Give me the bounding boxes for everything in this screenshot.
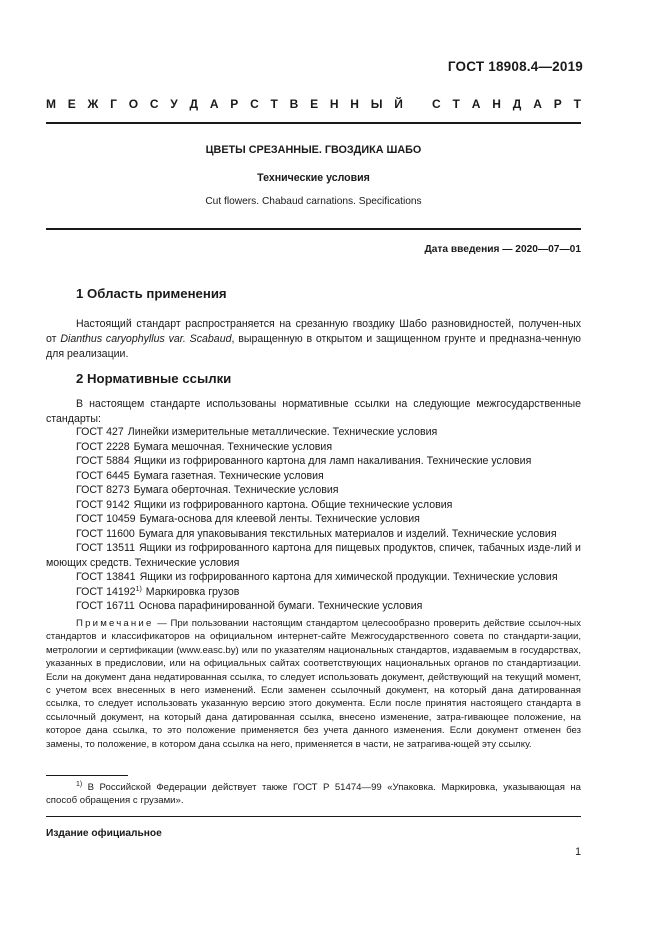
footnote-marker: 1) [135,585,142,593]
reference-code: ГОСТ 14192 [76,585,136,598]
section-1-latin-name: Dianthus caryophyllus var. Scabaud [60,333,232,345]
page-number: 1 [575,846,581,858]
interstate-standard-banner [46,97,581,111]
references-note [46,617,581,751]
section-1-title: 1 Область применения [76,286,227,301]
section-2-intro: В настоящем стандарте использованы нормативные ссылки на следующие межгосударственные стандарты: [46,398,581,425]
reference-code: ГОСТ 9142 [76,498,130,511]
note-text: — При пользовании настоящим стандартом целесообразно проверить действие ссылоч-ных стандартов и классификаторов на официальном интернет-сайте Межгосударственного совета по стандарти-зации, метрологии и сертификации (www.easc.by) или по указателям национальных стандартов, издаваемым в государствах, указанных в предисловии, или на официальных сайтах соответствующих национальных органов по стандартизации. Если на документ дана недатированная ссылка, то следует использовать документ, действующий на текущий момент, с учетом всех внесенных в него изменений. Если заменен ссылочный документ, на который дана датированная ссылка, то следует использовать указанную версию этого документа. Если после принятия настоящего стандарта в ссылочный документ, на который дана датированная ссылка, внесено изменение, затра-гивающее положение, на которое дана ссылка, то это положение применяется без учета данного изменения. Если документ отменен без замены, то положение, в котором дана ссылка на него, применяется в части, не затрагива-ющей эту ссылку. [46,618,581,750]
reference-title: Бумага оберточная. Технические условия [133,484,339,496]
footnote-text: В Российской Федерации действует также ГОСТ Р 51474—99 «Упаковка. Маркировка, указывающая на способ обращения с грузами». [46,782,581,807]
reference-item [46,512,581,527]
banner-letter: Д [512,97,522,111]
banner-letter: Й [394,97,403,111]
note-label: Примечание [76,618,154,629]
banner-letter: Т [270,97,278,111]
reference-code: ГОСТ 13511 [76,542,135,554]
reference-item [46,570,581,585]
banner-letter: Р [553,97,562,111]
reference-title: Бумага мешочная. Технические условия [133,440,333,453]
footnote [46,781,581,808]
document-code: ГОСТ 18908.4—2019 [447,59,583,74]
document-subtitle: Технические условия [257,172,370,184]
reference-title: Ящики из гофрированного картона для химической продукции. Технические условия [139,571,558,583]
official-edition-label: Издание официальное [46,828,162,839]
reference-title: Ящики из гофрированного картона для пищевых продуктов, спичек, табачных изде-лий и моющих средств. Технические условия [46,542,581,569]
footnote-separator [46,775,128,776]
banner-letter: С [432,97,441,111]
reference-title: Линейки измерительные металлические. Технические условия [127,426,438,438]
reference-code: ГОСТ 16711 [76,600,135,612]
reference-title: Основа парафинированной бумаги. Технические условия [138,600,423,612]
top-rule [46,122,581,124]
banner-word-standard [432,97,581,111]
banner-letter: Н [329,97,339,111]
reference-title: Бумага для упаковывания текстильных материалов и изделий. Технические условия [138,527,557,540]
banner-letter: Ж [87,97,99,111]
banner-letter: Н [492,97,501,111]
section-2-title: 2 Нормативные ссылки [76,371,232,386]
banner-letter: О [128,97,139,111]
document-title: ЦВЕТЫ СРЕЗАННЫЕ. ГВОЗДИКА ШАБО [205,144,422,156]
banner-letter: Ы [370,97,383,111]
reference-item [46,541,581,570]
reference-title: Маркировка грузов [145,585,240,598]
reference-item [46,483,581,498]
banner-letter: Г [110,97,117,111]
reference-title: Ящики из гофрированного картона. Общие технические условия [133,498,453,511]
banner-letter: В [289,97,299,111]
reference-item [46,585,581,600]
banner-letter: А [533,97,542,111]
banner-letter: Т [452,97,460,111]
reference-item [46,498,581,513]
reference-code: ГОСТ 6445 [76,469,130,482]
footer-rule [46,816,581,817]
reference-item [46,440,581,455]
reference-item [46,454,581,469]
banner-letter: Е [310,97,319,111]
footnote-mark: 1) [76,781,83,788]
reference-code: ГОСТ 13841 [76,571,136,583]
banner-letter: Т [573,97,581,111]
introduction-date: Дата введения — 2020—07—01 [424,244,581,255]
reference-item [46,527,581,542]
reference-code: ГОСТ 11600 [76,527,135,540]
reference-item [46,599,581,614]
banner-letter: С [250,97,259,111]
reference-title: Бумага газетная. Технические условия [133,469,324,482]
title-bottom-rule [46,228,581,230]
reference-code: ГОСТ 10459 [76,513,136,525]
banner-letter: Е [67,97,76,111]
reference-code: ГОСТ 2228 [76,440,130,453]
reference-title: Ящики из гофрированного картона для ламп накаливания. Технические условия [133,455,532,467]
section-1-text-end: , выращенную в открытом и защищенном грунте и предназна-ченную для реализации. [46,333,581,360]
reference-item [46,425,581,440]
banner-letter: А [209,97,219,111]
banner-letter: У [170,97,178,111]
banner-letter: Н [350,97,359,111]
reference-code: ГОСТ 5884 [76,455,130,467]
banner-letter: С [149,97,159,111]
banner-letter: М [46,97,56,111]
normative-references-list [46,425,581,614]
section-1-text [46,317,581,362]
document-title-english: Cut flowers. Chabaud carnations. Specifications [205,196,422,207]
reference-code: ГОСТ 427 [76,426,124,438]
section-1-text-start: Настоящий стандарт распространяется на срезанную гвоздику Шабо разновидностей, получен-ных от [46,318,581,345]
banner-letter: А [471,97,481,111]
reference-code: ГОСТ 8273 [76,484,130,496]
banner-letter: Д [189,97,199,111]
reference-item [46,469,581,484]
reference-title: Бумага-основа для клеевой ленты. Технические условия [139,513,420,525]
banner-word-interstate [46,97,403,111]
banner-letter: Р [230,97,239,111]
